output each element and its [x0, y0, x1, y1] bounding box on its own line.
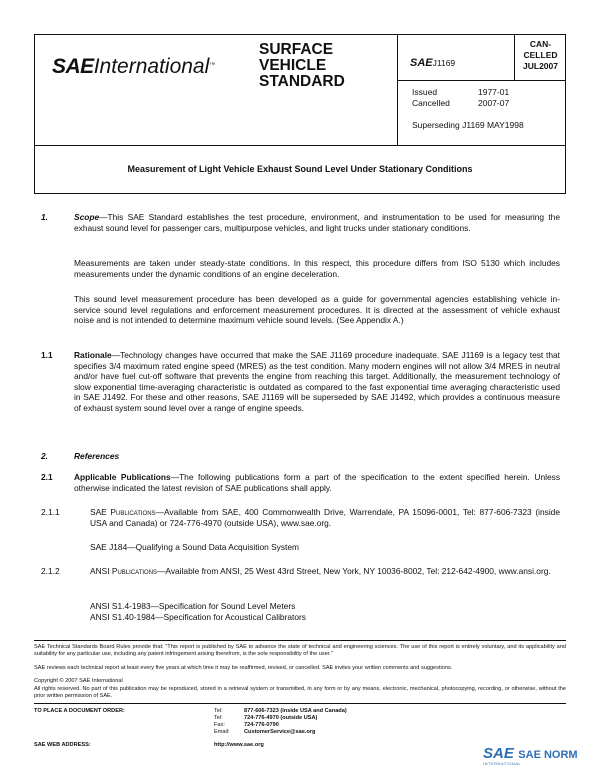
sae-international-logo [52, 55, 215, 79]
fax-value: 724-776-0790 [244, 722, 279, 728]
issue-dates [412, 87, 509, 109]
ansi-publications-heading: ANSI Publications [90, 566, 158, 576]
sae-publications-heading: SAE Publications [90, 507, 156, 517]
status-line: CELLED [523, 50, 558, 60]
scope-paragraph-3: This sound level measurement procedure has been developed as a guide for governmental agencies establishing vehicle in-service sound level regulations and enforcement measurement procedures. It is directed at the assessment of vehicle exhaust noise and is not intended to determine maximum vehicle sound levels. (See Appendix A.) [74, 294, 560, 326]
sae-norm-watermark [483, 745, 578, 766]
section-2-number: 2. [41, 451, 48, 461]
applicable-text: —The following publications form a part of the specification to the extent specified herein. Unless otherwise indicated the latest revision of SAE publications shall apply. [74, 472, 561, 493]
status-block [515, 39, 566, 72]
header-doc-divider [397, 80, 566, 81]
cancelled-label: Cancelled [412, 98, 450, 108]
logo-sae-text: SAE [52, 55, 94, 78]
web-link[interactable]: http://www.sae.org [214, 742, 264, 748]
rationale-heading: Rationale [74, 350, 112, 360]
rationale-text: —Technology changes have occurred that make the SAE J1169 procedure inadequate. SAE J1169 is a legacy test that specifies 3/4 maximum rated engine speed (MRES) as the test condition. Many modern engines will not allow 3/4 MRES in neutral and/or have fuel cut-off software that prevents the engine from reaching this target. Additionally, the measurement technology of slow exponential time-averaging characteristic is outdated as compared to the fast exponential time averaging characteristic used in SAE J1492. For these and other reasons, SAE J1169 will be superseded by SAE J1492, which provides a continuous measure of exhaust system sound level over a range of engine speeds. [74, 350, 560, 413]
sae-publications-text: —Available from SAE, 400 Commonwealth Drive, Warrendale, PA 15096-0001, Tel: 877-606-7323 (inside USA and Canada) or 724-776-4970 (outside USA), www.sae.org. [90, 507, 561, 528]
standard-type-line: VEHICLE [259, 57, 327, 74]
scope-text: —This SAE Standard establishes the test procedure, environment, and instrumentation to be used for measuring the exhaust sound level for passenger cars, multipurpose vehicles, and light trucks under stationary conditions. [74, 212, 560, 233]
ansi-publications-text: —Available from ANSI, 25 West 43rd Street, New York, NY 10036-8002, Tel: 212-642-4900, www.ansi.org. [157, 566, 551, 576]
scope-paragraph-2: Measurements are taken under steady-state conditions. In this respect, this procedure differs from ISO 5130 which includes measurements under the dynamic conditions of an engine deceleration. [74, 258, 560, 279]
footer-review: SAE reviews each technical report at least every five years at which time it may be reaffirmed, revised, or cancelled. SAE invites your written comments and suggestions. [34, 665, 453, 671]
section-2-1-1-number: 2.1.1 [41, 507, 60, 517]
footer-rights: All rights reserved. No part of this publication may be reproduced, stored in a retrieval system or transmitted, in any form or by any means, electronic, mechanical, photocopying, recording, or otherwise, without the prior written permission of SAE. [34, 686, 566, 699]
footer-rule-2 [34, 703, 566, 704]
footer-policy: SAE Technical Standards Board Rules provide that: “This report is published by SAE to advance the state of technical and engineering sciences. The use of this report is entirely voluntary, and its applicability and suitability for any particular use, including any patent infringement arising therefrom, is the sole responsibility of the user.” [34, 644, 566, 657]
status-line: CAN- [529, 39, 552, 49]
section-1-number: 1. [41, 212, 48, 222]
trademark-mark: ™ [209, 62, 216, 69]
status-line: JUL2007 [523, 61, 558, 71]
section-2-1-1-sae-publications [90, 507, 560, 528]
tel1-label: Tel: [214, 708, 223, 714]
section-2-1-applicable [74, 472, 560, 493]
reference-sae-j184: SAE J184—Qualifying a Sound Data Acquisition System [90, 542, 300, 552]
norm-sae-logo: SAE [483, 745, 514, 762]
standard-type-line: STANDARD [259, 73, 345, 90]
section-2-1-2-number: 2.1.2 [41, 566, 60, 576]
footer-rule [34, 640, 566, 641]
section-2-1-2-ansi-publications [90, 566, 560, 577]
cancelled-date: 2007-07 [478, 98, 510, 108]
reference-ansi-s14: ANSI S1.4-1983—Specification for Sound Level Meters [90, 601, 296, 611]
order-contacts [214, 708, 347, 736]
fax-label: Fax: [214, 722, 225, 728]
superseding-text: Superseding J1169 MAY1998 [412, 120, 524, 130]
logo-international-text: International [93, 55, 210, 78]
issued-date: 1977-01 [478, 87, 510, 97]
doc-number: J1169 [432, 58, 456, 68]
standard-type [259, 42, 345, 90]
web-label: SAE WEB ADDRESS: [34, 742, 91, 748]
footer-copyright: Copyright © 2007 SAE International [34, 678, 123, 684]
section-1-1-number: 1.1 [41, 350, 53, 360]
standard-type-line: SURFACE [259, 41, 334, 58]
section-1-scope [74, 212, 560, 233]
doc-number-logo [410, 53, 455, 71]
tel2-value: 724-776-4970 (outside USA) [244, 715, 318, 721]
section-2-heading: References [74, 451, 120, 461]
applicable-heading: Applicable Publications [74, 472, 171, 482]
tel2-label: Tel: [214, 715, 223, 721]
doc-sae-text: SAE [410, 57, 433, 69]
issued-label: Issued [412, 87, 438, 97]
section-2-1-number: 2.1 [41, 472, 53, 482]
norm-text: SAE NORM [518, 749, 578, 761]
norm-subtext: INTERNATIONAL [483, 761, 522, 766]
document-title: Measurement of Light Vehicle Exhaust Sound Level Under Stationary Conditions [127, 164, 473, 174]
email-label: Email: [214, 729, 230, 735]
email-link[interactable]: CustomerService@sae.org [244, 729, 316, 735]
section-1-1-rationale [74, 350, 560, 414]
tel1-value: 877-606-7323 (inside USA and Canada) [244, 708, 347, 714]
scope-heading: Scope [74, 212, 100, 222]
order-label: TO PLACE A DOCUMENT ORDER: [34, 708, 125, 714]
reference-ansi-s140: ANSI S1.40-1984—Specification for Acoustical Calibrators [90, 612, 306, 622]
